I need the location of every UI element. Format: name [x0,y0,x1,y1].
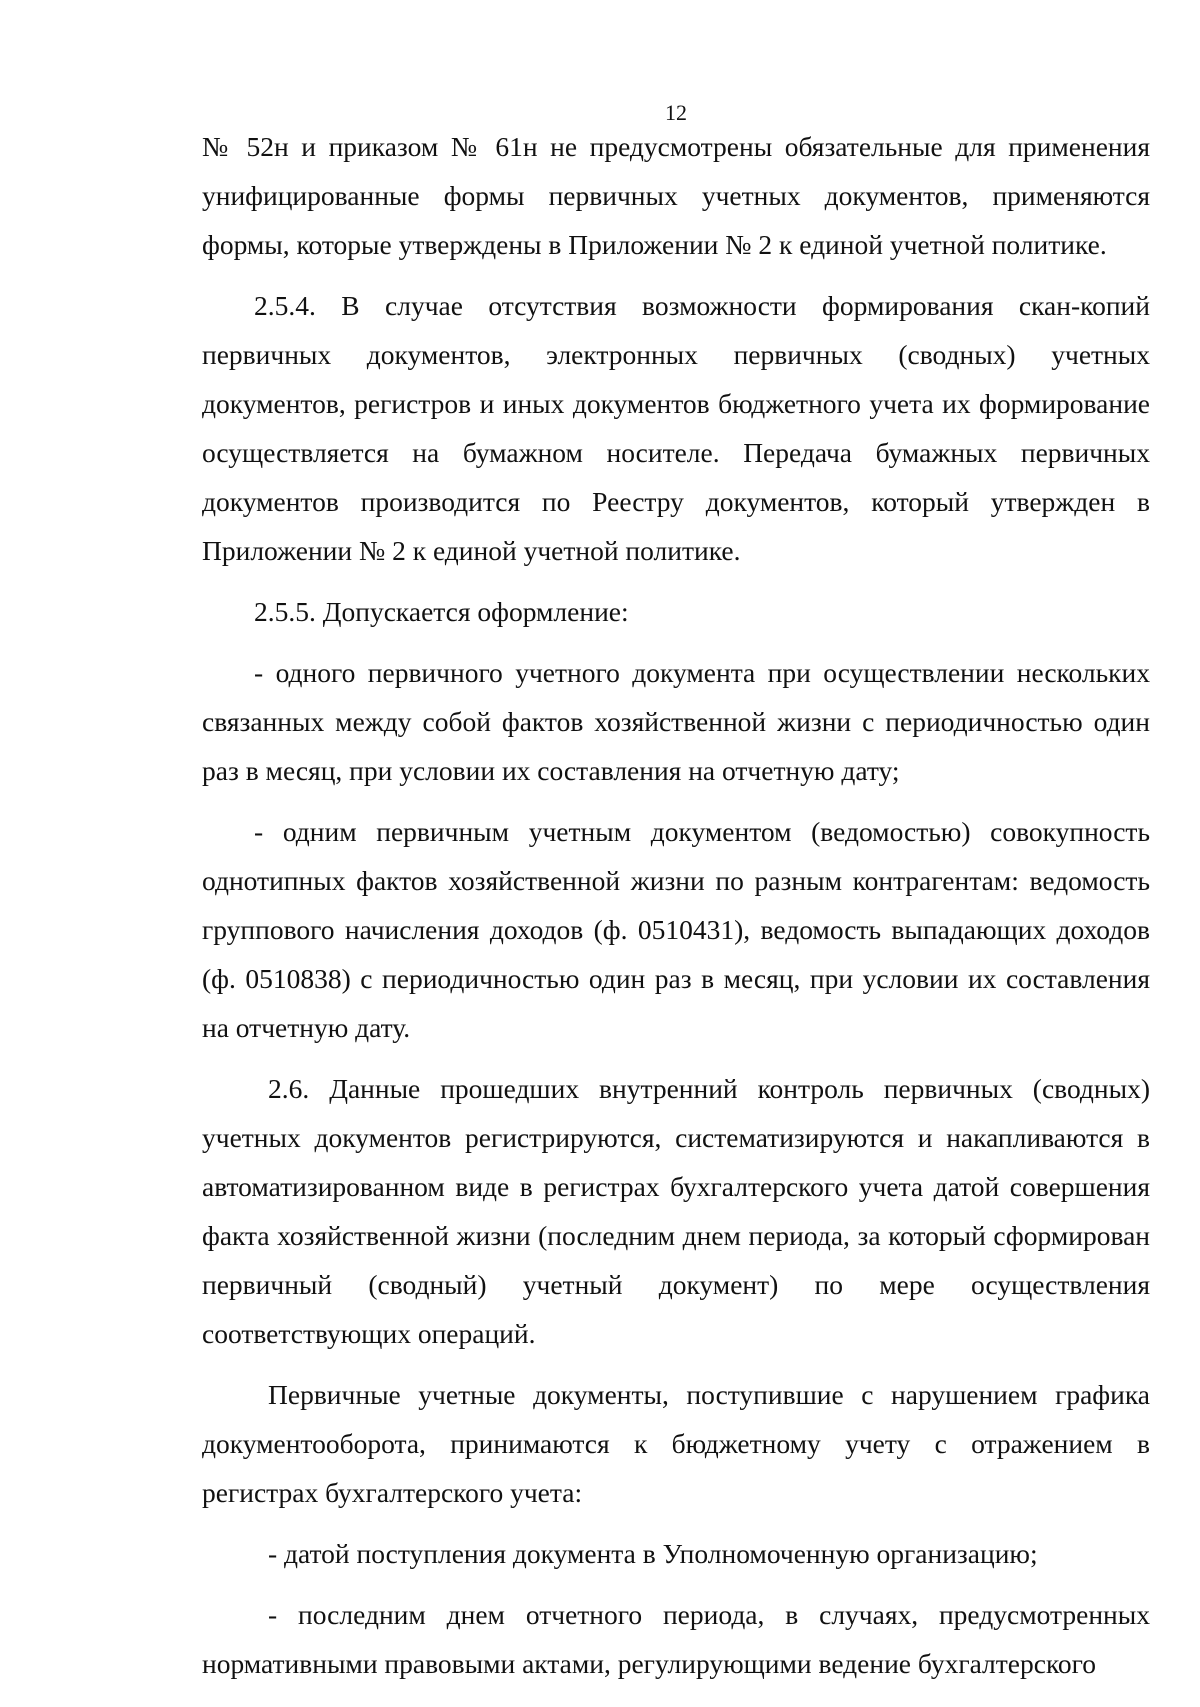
paragraph-2-5-4: 2.5.4. В случае отсутствия возможности формирования скан-копий первичных документов, электронных первичных (сводных) учетных документов, регистров и иных документов бюджетного учета их формирование осуществляется на бумажном носителе. Передача бумажных первичных документов производится по Реестру документов, который утвержден в Приложении № 2 к единой учетной политике. [202,290,1150,566]
page-number: 12 [665,100,687,125]
list-item-single-document: - одного первичного учетного документа при осуществлении нескольких связанных между собой фактов хозяйственной жизни с периодичностью один раз в месяц, при условии их составления на отчетную дату; [202,657,1150,786]
list-item-receipt-date: - датой поступления документа в Уполномоченную организацию; [268,1538,1038,1569]
document-body [202,122,1150,1688]
paragraph-2-6: 2.6. Данные прошедших внутренний контроль первичных (сводных) учетных документов регистрируются, систематизируются и накапливаются в автоматизированном виде в регистрах бухгалтерского учета датой совершения факта хозяйственной жизни (последним днем периода, за который сформирован первичный (сводный) учетный документ) по мере осуществления соответствующих операций. [202,1073,1150,1349]
paragraph-continuation: № 52н и приказом № 61н не предусмотрены обязательные для применения унифицированные формы первичных учетных документов, применяются формы, которые утверждены в Приложении № 2 к единой учетной политике. [202,131,1150,260]
paragraph-late-documents: Первичные учетные документы, поступившие с нарушением графика документооборота, принимаются к бюджетному учету с отражением в регистрах бухгалтерского учета: [202,1379,1150,1508]
list-item-statement: - одним первичным учетным документом (ведомостью) совокупность однотипных фактов хозяйственной жизни по разным контрагентам: ведомость группового начисления доходов (ф. 0510431), ведомость выпадающих доходов (ф. 0510838) с периодичностью один раз в месяц, при условии их составления на отчетную дату. [202,816,1150,1043]
paragraph-2-5-5: 2.5.5. Допускается оформление: [254,596,629,627]
list-item-last-day: - последним днем отчетного периода, в случаях, предусмотренных нормативными правовыми актами, регулирующими ведение бухгалтерского [202,1599,1150,1679]
